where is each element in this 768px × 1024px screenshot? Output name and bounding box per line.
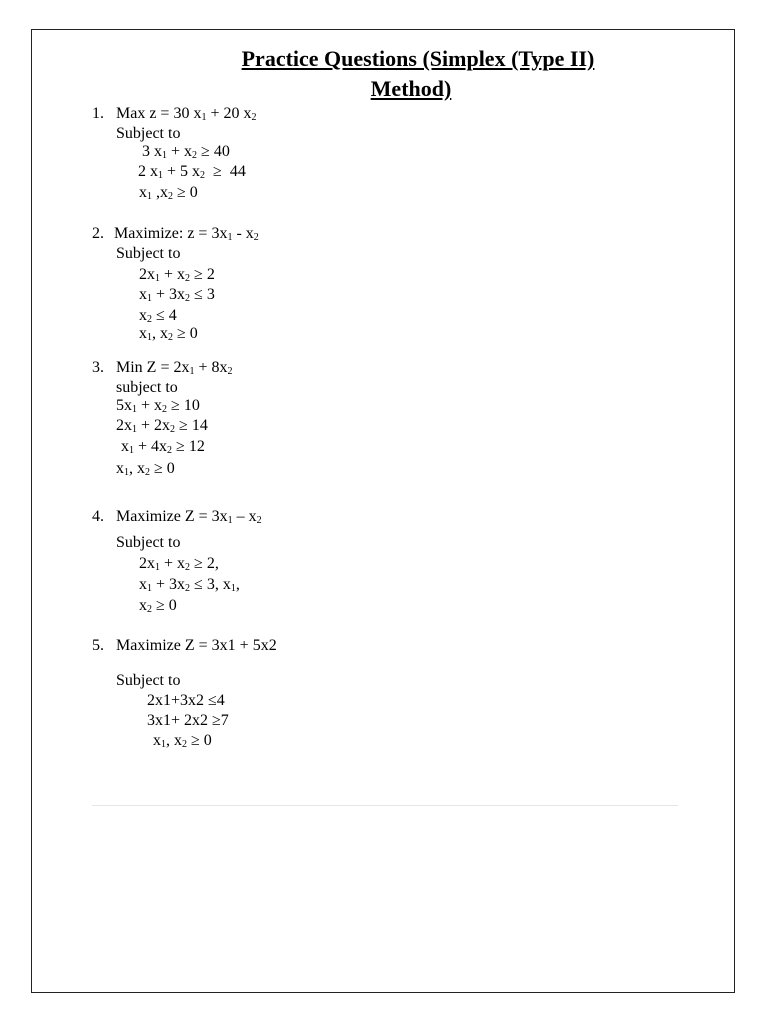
- page-title-line-2: Method): [370, 76, 452, 101]
- question-2-subject-to: Subject to: [116, 245, 181, 262]
- question-2-objective: Maximize: $z = 3x_1 - x_2$: [114, 225, 259, 243]
- question-4-constraint-1: $2x_1 + x_2 \ge 2$,: [139, 555, 219, 573]
- question-1-subject-to: Subject to: [116, 125, 181, 142]
- question-5-number: 5.: [92, 637, 104, 654]
- question-3-constraint-4: $x_1$, $x_2 \ge 0$: [116, 460, 175, 478]
- question-3-constraint-3: $x_1 + 4x_2 \ge 12$: [121, 438, 205, 456]
- question-4-objective: Maximize $Z = 3x_1 - x_2$: [116, 508, 262, 526]
- question-3-subject-to: subject to: [116, 379, 178, 396]
- question-1-number: 1.: [92, 105, 104, 122]
- question-1-constraint-1: 3 $x_1 + x_2 \ge 40$: [142, 143, 230, 161]
- question-1-objective: Max z = 30 $x_1 + 20$ $x_2$: [116, 105, 257, 123]
- question-4-number: 4.: [92, 508, 104, 525]
- question-2-constraint-3: $x_2 \le 4$: [139, 307, 177, 325]
- question-4-constraint-2: $x_1 + 3x_2 \le 3$, $x_1$,: [139, 576, 240, 594]
- footer-divider: [92, 805, 678, 806]
- question-1-constraint-3: $x_1$ $,x_2 \ge 0$: [139, 184, 198, 202]
- question-3-objective: Min $Z = 2x_1 + 8x_2$: [116, 359, 233, 377]
- question-3-number: 3.: [92, 359, 104, 376]
- question-3-constraint-2: $2x_1 + 2x_2 \ge 14$: [116, 417, 208, 435]
- question-2-constraint-1: $2x_1 + x_2 \ge 2$: [139, 266, 215, 284]
- question-5-constraint-2: 3x1+ 2x2 ≥7: [147, 712, 229, 729]
- question-4-constraint-3: $x_2 \ge 0$: [139, 597, 177, 615]
- question-5-constraint-1: 2x1+3x2 ≤4: [147, 692, 225, 709]
- question-2-constraint-2: $x_1 + 3x_2 \le 3$: [139, 286, 215, 304]
- question-1-constraint-2: 2 $x_1 + 5$ $x_2 \ge 44$: [138, 163, 246, 181]
- question-2-constraint-4: $x_1$, $x_2 \ge 0$: [139, 325, 198, 343]
- question-4-subject-to: Subject to: [116, 534, 181, 551]
- question-5-constraint-3: $x_1$, $x_2 \ge 0$: [153, 732, 212, 750]
- question-5-objective: Maximize Z = 3x1 + 5x2: [116, 637, 277, 654]
- question-3-constraint-1: $5x_1 + x_2 \ge 10$: [116, 397, 200, 415]
- question-5-subject-to: Subject to: [116, 672, 181, 689]
- question-2-number: 2.: [92, 225, 104, 242]
- page-title-line-1: Practice Questions (Simplex (Type II): [241, 46, 595, 71]
